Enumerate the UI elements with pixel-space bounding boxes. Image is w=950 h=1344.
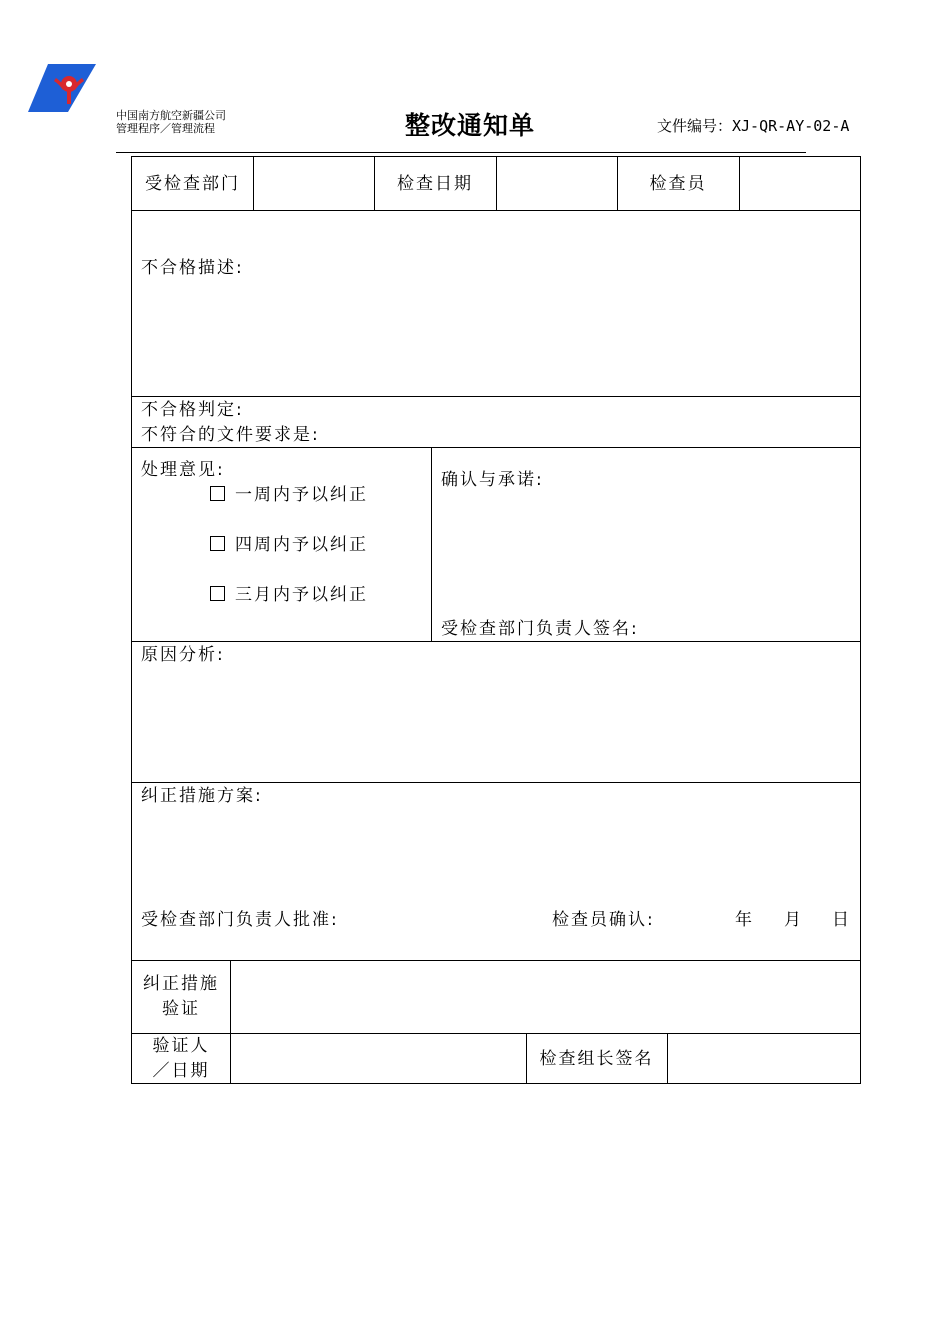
inspector-confirm-label: 检查员确认:: [552, 910, 655, 930]
divider: [132, 960, 861, 961]
page-title: 整改通知单: [405, 111, 536, 140]
inspection-date-label: 检查日期: [397, 174, 473, 194]
dept-head-signature-label: 受检查部门负责人签名:: [441, 619, 639, 639]
inspector-label: 检查员: [649, 174, 707, 194]
nonconformity-judgement-label: 不合格判定:: [141, 400, 244, 420]
option-label: 一周内予以纠正: [235, 485, 368, 505]
checkbox[interactable]: [210, 486, 225, 501]
day-label: 日: [832, 910, 851, 930]
divider: [230, 960, 231, 1084]
cause-analysis-label: 原因分析:: [141, 645, 225, 665]
inspected-dept-label: 受检查部门: [145, 174, 240, 194]
divider: [496, 157, 497, 210]
option-one-week[interactable]: [210, 483, 368, 507]
option-label: 四周内予以纠正: [235, 535, 368, 555]
confirmation-label: 确认与承诺:: [441, 470, 544, 490]
month-label: 月: [784, 910, 803, 930]
checkbox[interactable]: [210, 536, 225, 551]
airline-logo: [28, 64, 96, 112]
corrective-verification-label-2: 验证: [162, 999, 200, 1019]
handling-opinion-label: 处理意见:: [141, 460, 225, 480]
divider: [132, 396, 861, 397]
nonconforming-requirement-label: 不符合的文件要求是:: [141, 425, 320, 445]
year-label: 年: [735, 910, 754, 930]
rectification-form: [131, 156, 861, 1084]
divider: [132, 447, 861, 448]
divider: [132, 210, 861, 211]
divider: [667, 1033, 668, 1084]
team-leader-signature-label: 检查组长签名: [539, 1049, 654, 1069]
header-divider: [116, 152, 806, 153]
company-line-1: 中国南方航空新疆公司: [116, 110, 226, 122]
divider: [132, 782, 861, 783]
option-four-weeks[interactable]: [210, 533, 368, 557]
option-three-months[interactable]: [210, 583, 368, 607]
checkbox[interactable]: [210, 586, 225, 601]
corrective-plan-label: 纠正措施方案:: [141, 786, 263, 806]
divider: [132, 1033, 861, 1034]
corrective-verification-label-1: 纠正措施: [143, 974, 219, 994]
dept-head-approval-label: 受检查部门负责人批准:: [141, 910, 339, 930]
verifier-label-1: 验证人: [152, 1036, 210, 1056]
divider: [132, 641, 861, 642]
company-line-2: 管理程序／管理流程: [116, 123, 215, 135]
document-number: 文件编号：XJ-QR-AY-02-A: [657, 117, 850, 135]
nonconformity-description-label: 不合格描述:: [141, 258, 244, 278]
divider: [739, 157, 740, 210]
verifier-label-2: ／日期: [152, 1061, 210, 1081]
company-name: [116, 110, 226, 136]
divider: [431, 447, 432, 641]
divider: [253, 157, 254, 210]
option-label: 三月内予以纠正: [235, 585, 368, 605]
